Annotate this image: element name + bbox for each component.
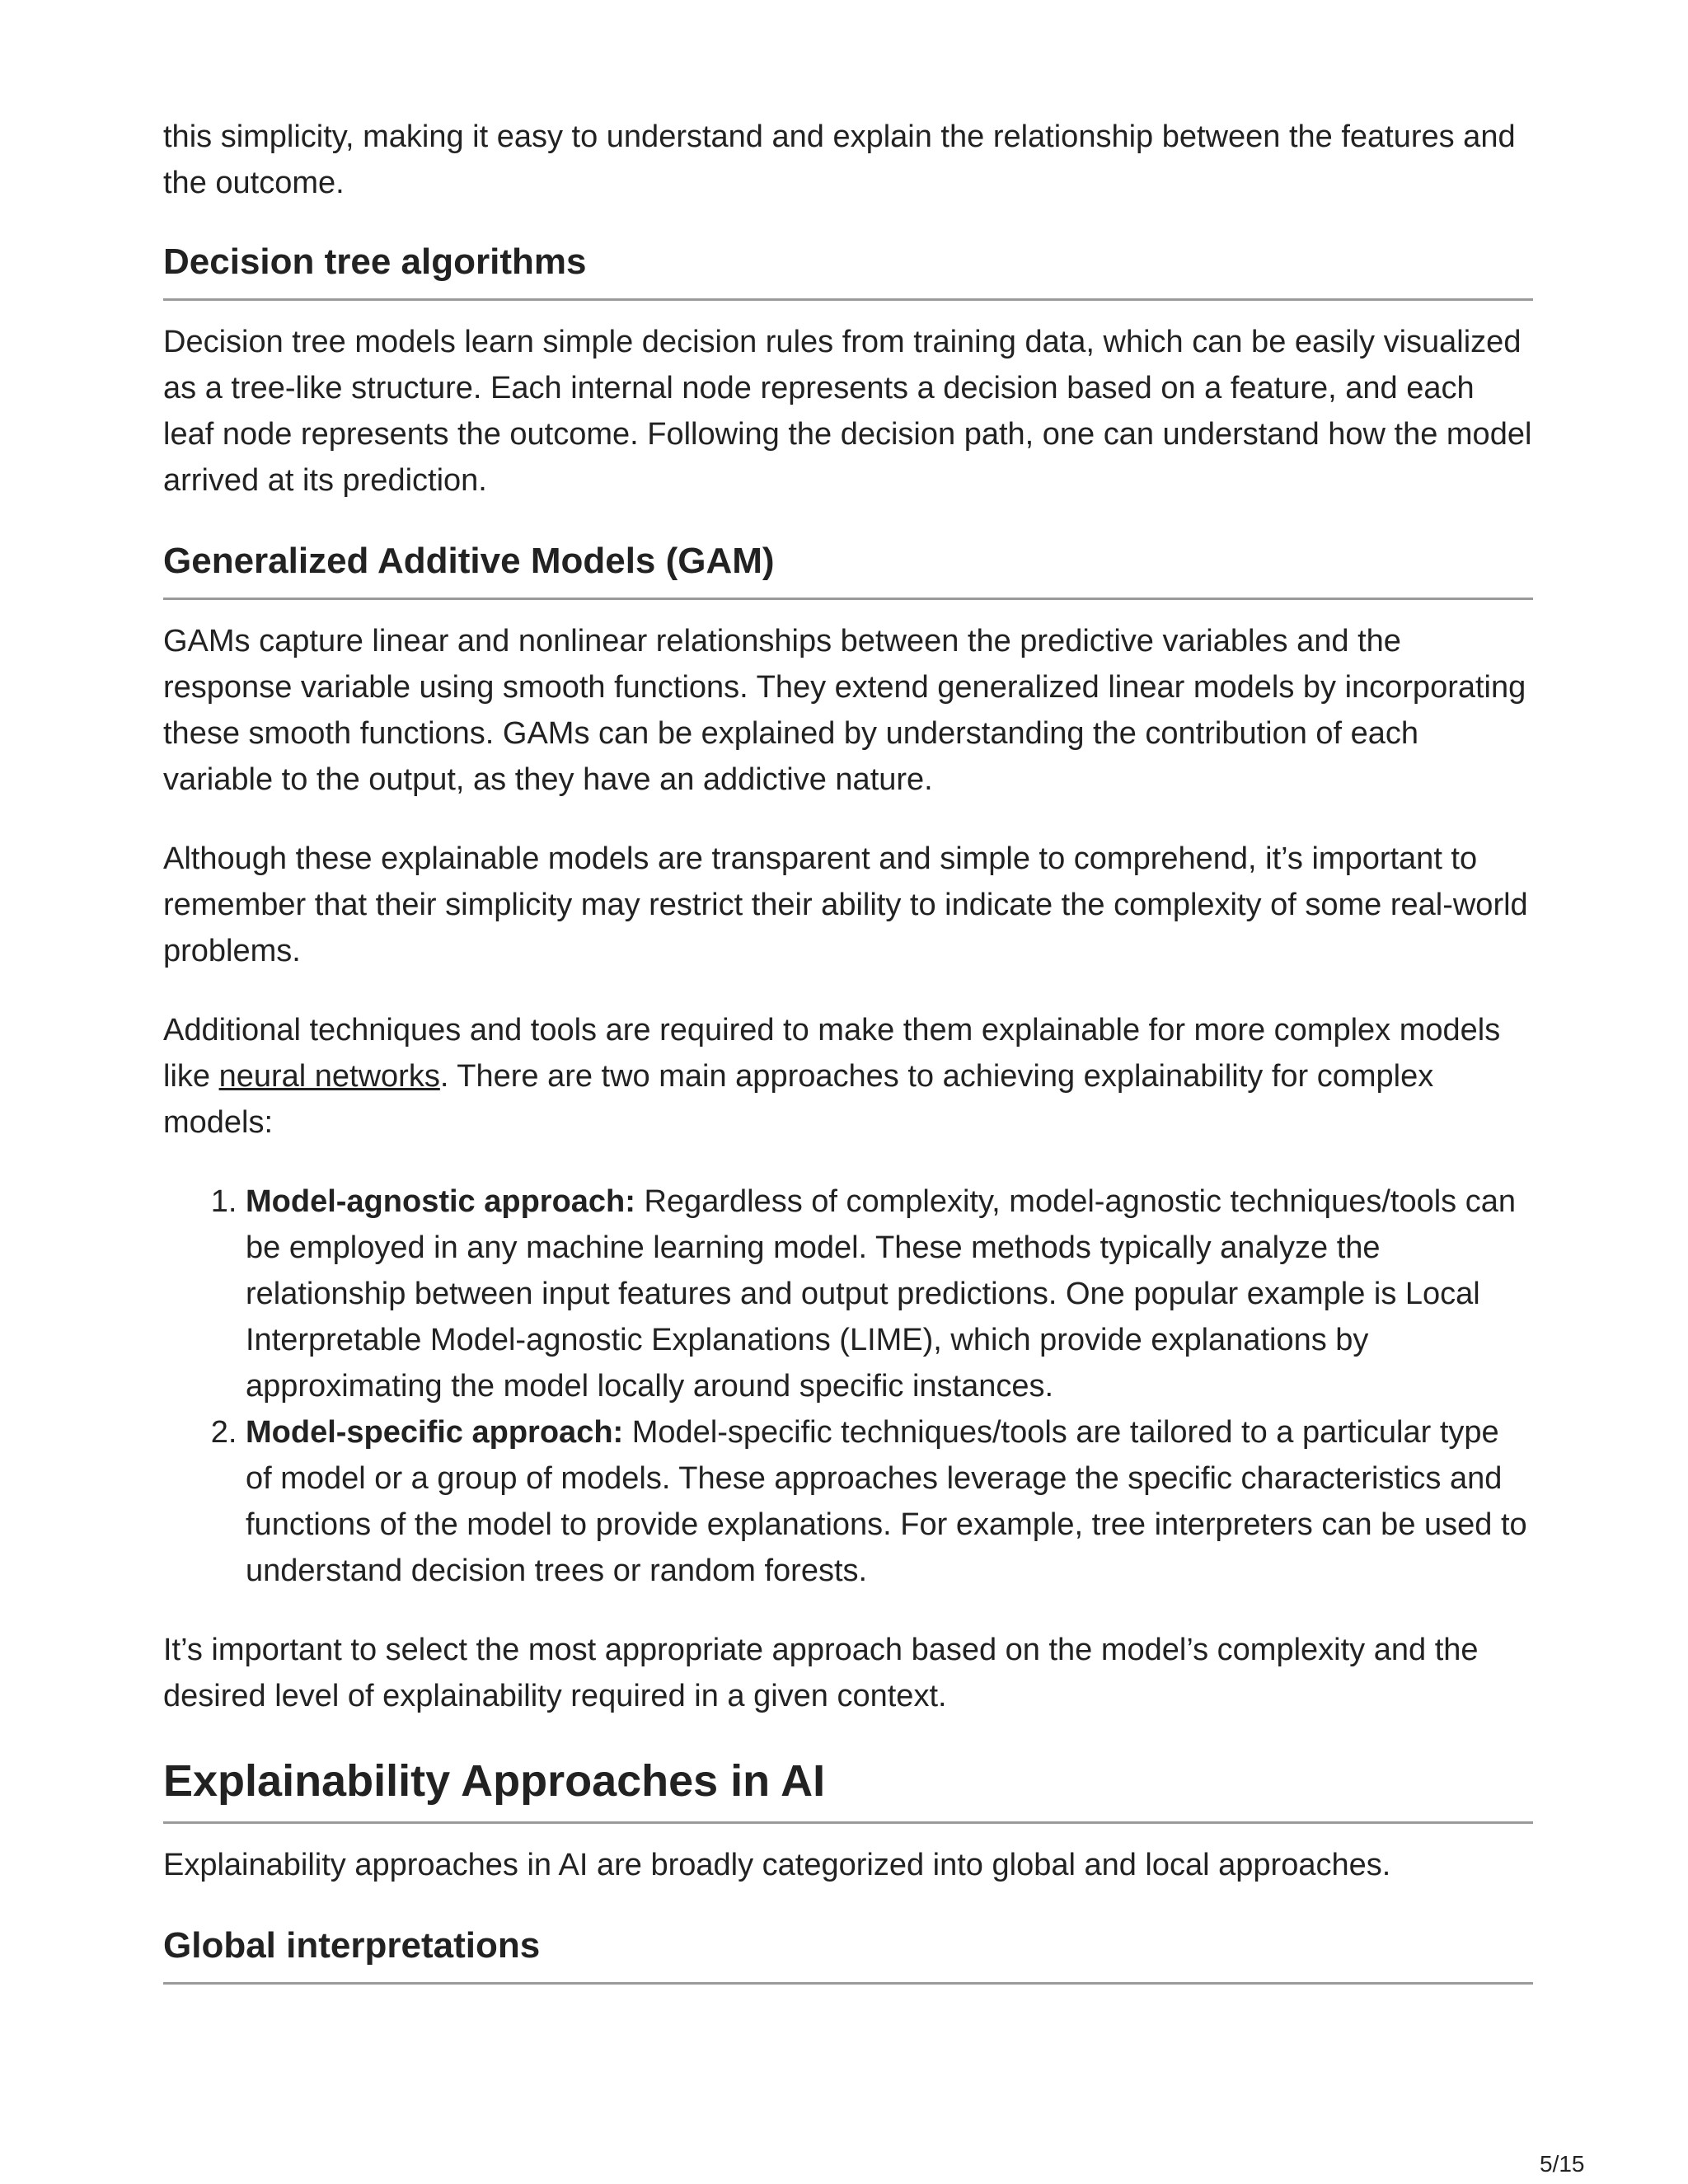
document-page: [163, 114, 1533, 2003]
approaches-list: [163, 1179, 1533, 1594]
explainability-approaches-body: Explainability approaches in AI are broadly categorized into global and local approaches.: [163, 1848, 1391, 1882]
gam-heading: Generalized Additive Models (GAM): [163, 537, 1533, 600]
decision-tree-body: Decision tree models learn simple decision rules from training data, which can be easily visualized as a tree-like structure. Each internal node represents a decision based on a feature, and each leaf node represents the outcome. Following the decision path, one can understand how the model arrived at its prediction.: [163, 325, 1532, 498]
list-item: [246, 1409, 1533, 1594]
list-item-text: Regardless of complexity, model-agnostic techniques/tools can be employed in any machine learning model. These methods typically analyze the relationship between input features and output predictions. One popular example is Local Interpretable Model-agnostic Explanations (LIME), which provide explanations by approximating the model locally around specific instances.: [246, 1184, 1516, 1404]
gam-body: GAMs capture linear and nonlinear relationships between the predictive variables and the response variable using smooth functions. They extend generalized linear models by incorporating these smooth functions. GAMs can be explained by understanding the contribution of each variable to the output, as they have an addictive nature.: [163, 624, 1526, 797]
complex-models-text-end: . There are two main approaches to achieving explainability for complex models:: [163, 1059, 1434, 1140]
list-item-title: Model-agnostic approach:: [246, 1184, 635, 1219]
page-number: 5/15: [1540, 2151, 1585, 2177]
decision-tree-heading: Decision tree algorithms: [163, 237, 1533, 301]
intro-continuation: this simplicity, making it easy to understand and explain the relationship between the features and the outcome.: [163, 120, 1516, 200]
neural-networks-link[interactable]: neural networks: [218, 1059, 440, 1094]
list-item-text: Model-specific techniques/tools are tailored to a particular type of model or a group of models. These approaches leverage the specific characteristics and functions of the model to provide explanations. For example, tree interpreters can be used to understand decision trees or random forests.: [246, 1415, 1527, 1588]
explainability-approaches-heading: Explainability Approaches in AI: [163, 1752, 1533, 1824]
complex-models-text-start: Additional techniques and tools are required to make them explainable for more complex models like: [163, 1013, 1501, 1094]
list-item-title: Model-specific approach:: [246, 1415, 624, 1450]
list-item: [246, 1179, 1533, 1409]
selection-note: It’s important to select the most appropriate approach based on the model’s complexity and the desired level of explainability required in a given context.: [163, 1633, 1479, 1713]
complex-models-paragraph: [163, 1007, 1533, 1146]
global-interpretations-heading: Global interpretations: [163, 1921, 1533, 1985]
simplicity-note: Although these explainable models are transparent and simple to comprehend, it’s important to remember that their simplicity may restrict their ability to indicate the complexity of some real-world problems.: [163, 841, 1528, 968]
